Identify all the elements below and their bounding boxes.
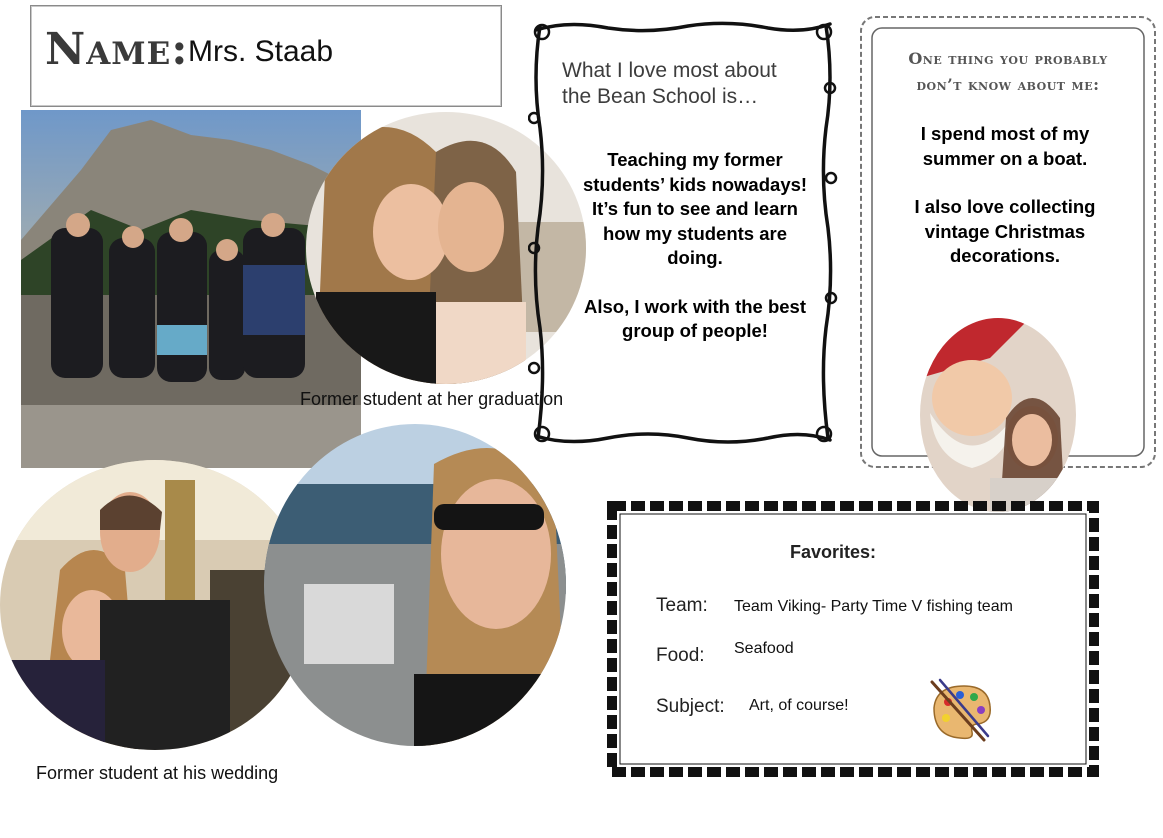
graduation-caption: Former student at her graduation xyxy=(300,389,564,409)
name-label: Name: xyxy=(45,24,189,75)
food-label: Food: xyxy=(656,645,705,666)
bean-heading-line1: What I love most about xyxy=(562,59,777,82)
subject-label: Subject: xyxy=(656,696,725,717)
bean-school-body xyxy=(575,148,815,368)
mountain-family-photo xyxy=(21,110,361,468)
santa-photo xyxy=(920,318,1076,512)
one-thing-heading xyxy=(888,46,1128,98)
team-label: Team: xyxy=(656,595,708,616)
name-value: Mrs. Staab xyxy=(188,35,334,68)
wedding-caption: Former student at his wedding xyxy=(36,763,279,783)
name-box xyxy=(30,5,502,107)
bean-paragraph-1: Teaching my former students’ kids nowadays! It’s fun to see and learn how my students are doing. xyxy=(582,149,808,268)
bean-school-heading xyxy=(562,58,822,110)
boat-selfie-photo xyxy=(264,424,566,746)
food-value: Seafood xyxy=(734,640,794,657)
paint-palette-icon xyxy=(926,678,996,744)
favorites-title: Favorites: xyxy=(790,542,877,562)
bean-paragraph-2: Also, I work with the best group of people! xyxy=(583,295,807,341)
one-heading-line1: One thing you probably xyxy=(908,49,1108,68)
bean-heading-line2: the Bean School is… xyxy=(562,85,759,108)
one-thing-body xyxy=(905,122,1105,293)
wedding-photo xyxy=(0,460,310,750)
one-paragraph-1: I spend most of my summer on a boat. xyxy=(920,123,1090,169)
one-heading-line2: don’t know about me: xyxy=(916,75,1100,94)
team-value: Team Viking- Party Time V fishing team xyxy=(734,598,1013,615)
subject-value: Art, of course! xyxy=(749,697,849,714)
one-paragraph-2: I also love collecting vintage Christmas decorations. xyxy=(914,196,1096,266)
